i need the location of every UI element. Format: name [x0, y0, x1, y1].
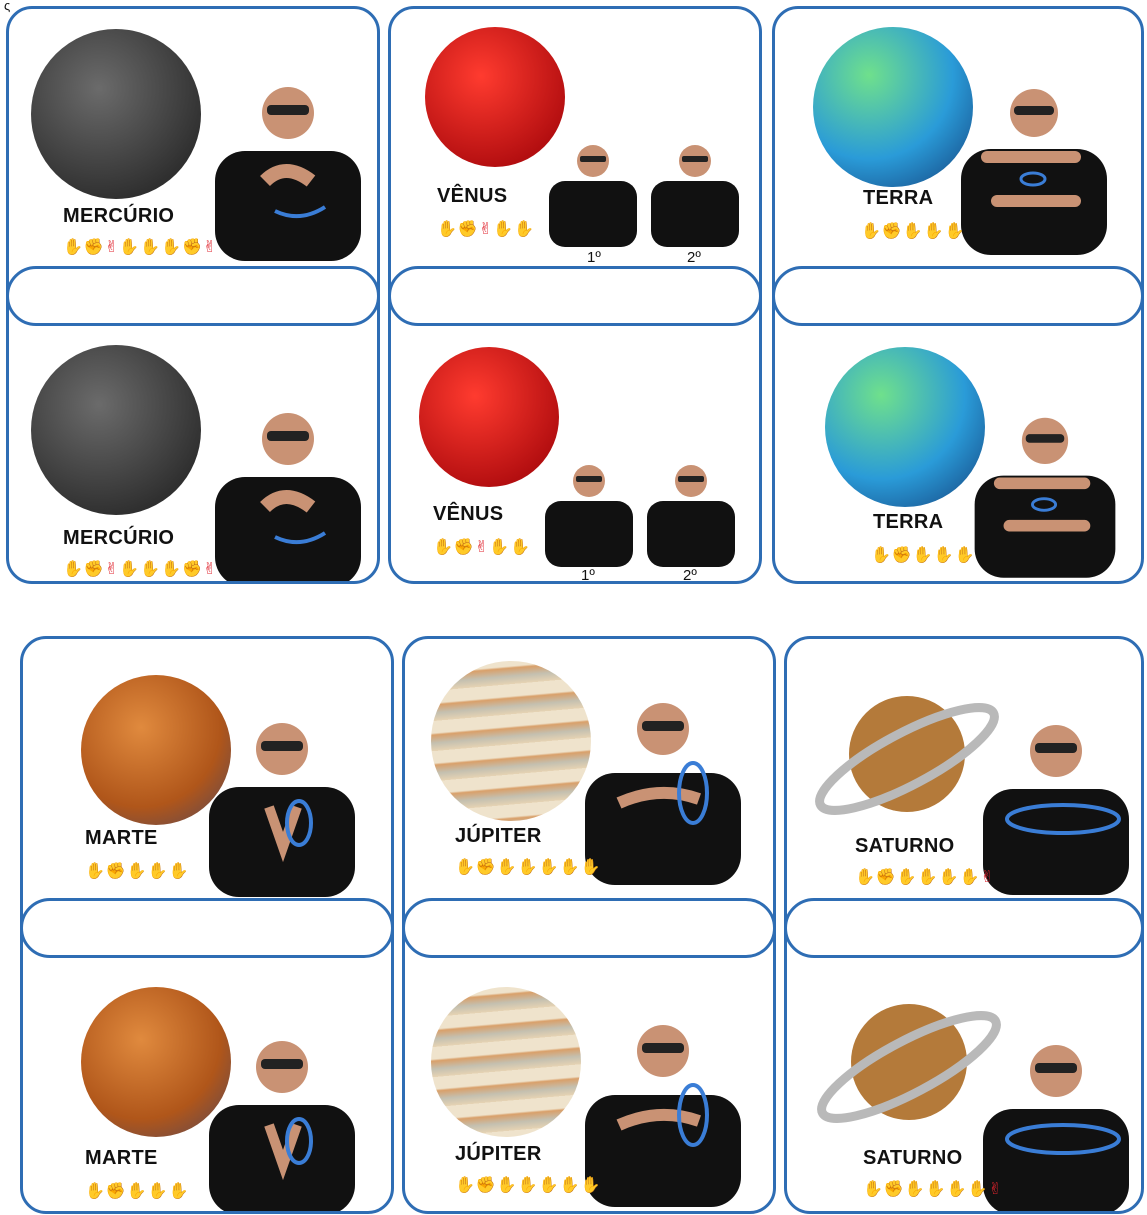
fingerspelling-label: ✋✊✋✋✋ [871, 545, 976, 564]
signer-person-image-step-1 [543, 135, 643, 247]
card-bottom-half [391, 327, 759, 584]
answer-slot-venus[interactable] [388, 266, 762, 326]
planet-name-label: JÚPITER [455, 825, 542, 847]
signer-person-image [575, 685, 751, 885]
signer-person-image [199, 1025, 365, 1214]
step-1-label: 1º [587, 249, 601, 266]
card-top-half [405, 639, 773, 909]
venus-planet-image [419, 347, 559, 487]
signer-person-image [965, 403, 1125, 579]
planet-name-label: MARTE [85, 1147, 158, 1169]
planet-name-label: MERCÚRIO [63, 205, 175, 227]
card-top-half [787, 639, 1141, 909]
signer-person-image [205, 71, 371, 261]
earth-planet-image [825, 347, 985, 507]
mercury-planet-image [31, 345, 201, 515]
earth-planet-image [813, 27, 973, 187]
fingerspelling-label: ✋✊✌✋✋ [437, 219, 536, 238]
signer-person-image [199, 707, 365, 897]
fingerspelling-label: ✋✊✋✋✋ [861, 221, 966, 240]
card-bottom-half [23, 957, 391, 1214]
planet-name-label: MARTE [85, 827, 158, 849]
step-2-label: 2º [687, 249, 701, 266]
signer-person-image [951, 75, 1117, 255]
planet-name-label: TERRA [863, 187, 934, 209]
card-top-half [23, 639, 391, 909]
jupiter-planet-image [431, 987, 581, 1137]
planet-name-label: VÊNUS [433, 503, 504, 525]
card-bottom-half [405, 957, 773, 1214]
signer-person-image [973, 709, 1139, 895]
fingerspelling-label: ✋✊✋✋✋✋✋ [455, 1175, 602, 1194]
fingerspelling-label: ✋✊✋✋✋ [85, 861, 190, 880]
mercury-planet-image [31, 29, 201, 199]
answer-slot-jupiter[interactable] [402, 898, 776, 958]
card-top-half [391, 9, 759, 279]
card-top-half [775, 9, 1141, 279]
fingerspelling-label: ✋✊✋✋✋✋✌ [855, 867, 995, 886]
fingerspelling-label: ✋✊✋✋✋✋✋ [455, 857, 602, 876]
planet-name-label: MERCÚRIO [63, 527, 175, 549]
fingerspelling-label: ✋✊✌✋✋✋✊✌ [63, 559, 218, 578]
planet-name-label: SATURNO [863, 1147, 963, 1169]
top-edge-fragment: ς [4, 0, 11, 13]
answer-slot-saturno[interactable] [784, 898, 1144, 958]
card-bottom-half [9, 327, 377, 584]
card-bottom-half [787, 957, 1141, 1214]
jupiter-planet-image [431, 661, 591, 821]
planet-name-label: JÚPITER [455, 1143, 542, 1165]
fingerspelling-label: ✋✊✌✋✋✋✊✌ [63, 237, 218, 256]
signer-person-image-step-2 [645, 135, 745, 247]
card-top-half [9, 9, 377, 279]
answer-slot-mercurio[interactable] [6, 266, 380, 326]
step-2-label: 2º [683, 567, 697, 584]
card-bottom-half [775, 327, 1141, 584]
fingerspelling-label: ✋✊✌✋✋ [433, 537, 532, 556]
planet-name-label: SATURNO [855, 835, 955, 857]
fingerspelling-label: ✋✊✋✋✋✋✌ [863, 1179, 1003, 1198]
signer-person-image-step-2 [641, 455, 741, 567]
step-1-label: 1º [581, 567, 595, 584]
answer-slot-terra[interactable] [772, 266, 1144, 326]
fingerspelling-label: ✋✊✋✋✋ [85, 1181, 190, 1200]
signer-person-image [205, 397, 371, 584]
planet-name-label: TERRA [873, 511, 944, 533]
signer-person-image-step-1 [539, 455, 639, 567]
answer-slot-marte[interactable] [20, 898, 394, 958]
planet-name-label: VÊNUS [437, 185, 508, 207]
